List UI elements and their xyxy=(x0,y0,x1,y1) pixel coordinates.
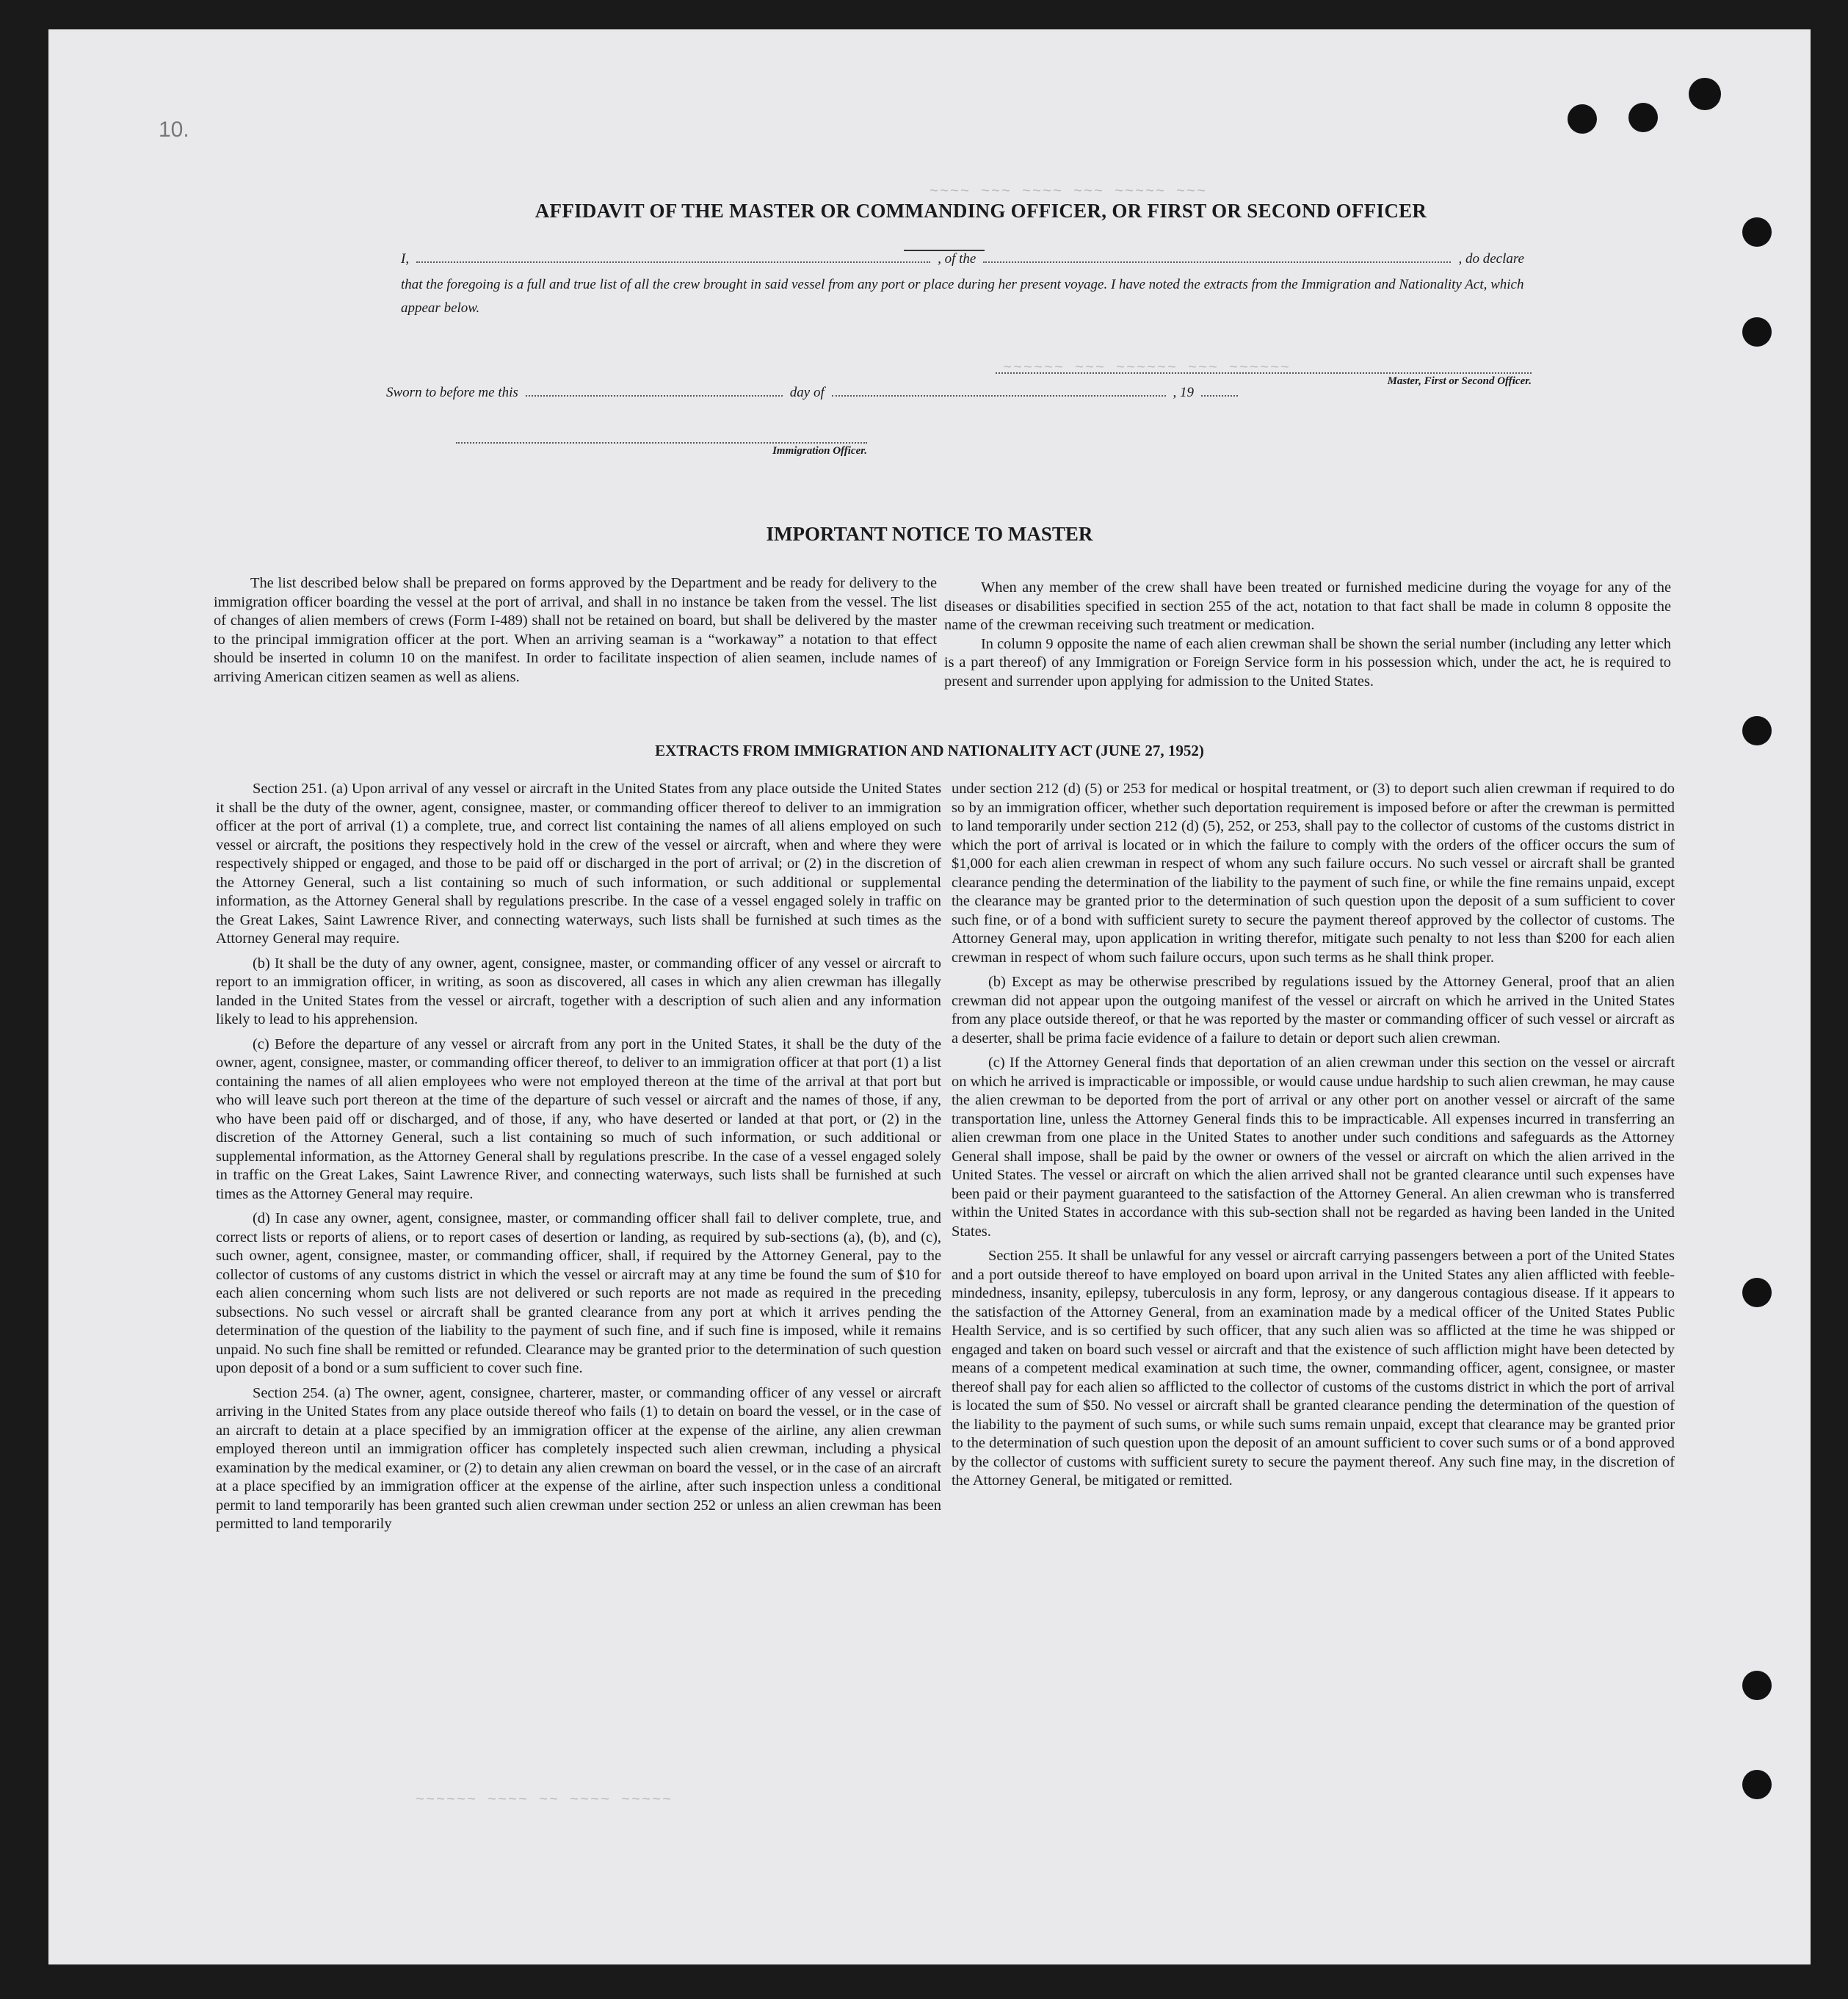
declaration-i: I, xyxy=(401,251,410,267)
section-251-b: (b) It shall be the duty of any owner, agent, consignee, master, or commanding officer of any vessel or aircraft to report to an immigration officer, in writing, as soon as discovered, all cases in which any alien crewman has illegally landed in the United States from the vessel or aircraft, together with a description of such alien and any information likely to lead to his apprehension. xyxy=(216,955,941,1027)
section-254-a: Section 254. (a) The owner, agent, consignee, charterer, master, or commanding officer of any vessel or aircraft arriving in the United States from any place outside thereof who fails (1) to detain on board the vessel, or in the case of an aircraft to detain at a place specified by an immigration officer at the expense of the airline, any alien crewman employed thereon until an immigration officer has completely inspected such alien crewman, including a physical examination by the medical examiner, or (2) to detain any alien crewman on board the vessel, or in the case of an aircraft at a place specified by an immigration officer at the expense of the airline, after such inspection unless a conditional permit to land temporarily has been granted such alien crewman under section 252 or unless an alien crewman has been permitted to land temporarily xyxy=(216,1384,941,1532)
binder-hole xyxy=(1568,104,1597,134)
year-blank[interactable] xyxy=(1201,383,1238,397)
declaration-block xyxy=(401,250,1524,320)
section-254-a-continued: under section 212 (d) (5) or 253 for medical or hospital treatment, or (3) to deport such alien crewman if required to do so by an immigration officer, whether such deportation requirement is imposed before or after the crewman is permitted to land temporarily under section 212 (d) (5), 252, or 253, shall pay to the collector of customs of the customs district in which the port of arrival is located or in which the failure to comply with the orders of the officer occurs the sum of $1,000 for each alien crewman in respect of whom any such failure occurs. No such vessel or aircraft shall be granted clearance pending the determination of the liability to the payment of such fine, or while the fine remains unpaid, except the clearance may be granted prior to the determination of such question upon the deposit of a sum sufficient to cover such fine, or of a bond with sufficient surety to secure the payment thereof approved by the collector of customs. The Attorney General may, upon application in writing therefor, mitigate such penalty to not less than $200 for each alien crewman in respect of whom such failure occurs, upon such terms as he shall think proper. xyxy=(952,781,1675,966)
master-caption: Master, First or Second Officer. xyxy=(1387,375,1532,387)
section-251-d: (d) In case any owner, agent, consignee, master, or commanding officer shall fail to deliver complete, true, and correct lists or reports of aliens, or to report cases of desertion or landing, as required by sub-sections (a), (b), and (c), such owner, agent, consignee, master, or commanding officer, shall, if required by the Attorney General, pay to the collector of customs of any customs district in which the vessel or aircraft may at any time be found the sum of $10 for each alien concerning whom such lists are not delivered or such reports are not made as required in the preceding subsections. No such vessel or aircraft shall be granted clearance from any port at which it arrives pending the determination of the question of the liability to the payment of such fine, and if such fine is imposed, while it remains unpaid. No such fine shall be remitted or refunded. Clearance may be granted prior to the determination of such question upon deposit of a bond or a sum sufficient to cover such fine. xyxy=(216,1210,941,1376)
declaration-do-declare: , do declare xyxy=(1458,251,1524,267)
notice-title: IMPORTANT NOTICE TO MASTER xyxy=(766,523,1093,545)
section-251-c: (c) Before the departure of any vessel or aircraft from any port in the United States, it shall be the duty of the owner, agent, consignee, master, or commanding officer thereof, to deliver to an immigration officer at that port (1) a list containing the names of all alien employees who were not employed thereon at the time of the arrival at that port but who will leave such port thereon at the time of the departure of such vessel or aircraft and the names of those, if any, who have been paid off or discharged, and of those, if any, who have deserted or landed at that port, or (2) in the discretion of the Attorney General, such a list containing so much of such information, or such additional or supplemental information, as the Attorney General shall by regulations prescribe. In the case of a vessel engaged solely in traffic on the Great Lakes, Saint Lawrence River, and connecting waterways, such lists shall be furnished at such times as the Attorney General may require. xyxy=(216,1035,941,1202)
notice-left-paragraph: The list described below shall be prepared on forms approved by the Department and be ready for delivery to the immigration officer boarding the vessel at the port of arrival, and shall in no instance be taken from the vessel. The list of changes of alien members of crews (Form I-489) shall not be retained on board, but shall be delivered by the master to the principal immigration officer at the port. When an arriving seaman is a “workaway” a notation to that effect should be inserted in column 10 on the manifest. In order to facilitate inspection of alien seamen, include names of arriving American citizen seamen as well as aliens. xyxy=(214,575,937,685)
binder-hole xyxy=(1628,103,1658,132)
sworn-line xyxy=(386,383,1238,401)
binder-hole xyxy=(1742,1671,1772,1700)
binder-hole xyxy=(1689,78,1721,110)
officer-signature-line[interactable] xyxy=(456,432,867,444)
extracts-title: EXTRACTS FROM IMMIGRATION AND NATIONALITY ACT (JUNE 27, 1952) xyxy=(655,742,1204,759)
notice-left-column xyxy=(214,574,937,693)
declaration-body: that the foregoing is a full and true list of all the crew brought in said vessel from any port or place during her present voyage. I have noted the extracts from the Immigration and Nationality Act, which appear below. xyxy=(401,277,1524,316)
binder-hole xyxy=(1742,1770,1772,1799)
affidavit-title: AFFIDAVIT OF THE MASTER OR COMMANDING OFFICER, OR FIRST OR SECOND OFFICER xyxy=(535,200,1427,222)
notice-right-paragraph-2: In column 9 opposite the name of each alien crewman shall be shown the serial number (including any letter which is a part thereof) of any Immigration or Foreign Service form in his possession which, under the act, he is required to present and surrender upon applying for admission to the United States. xyxy=(944,635,1671,690)
notice-right-column xyxy=(944,579,1671,697)
binder-hole xyxy=(1742,217,1772,247)
show-through-text: ~~~~~~ ~~~~ ~~ ~~~~ ~~~~~ xyxy=(416,1792,673,1809)
sworn-date-blank[interactable] xyxy=(526,383,783,397)
section-254-c: (c) If the Attorney General finds that deportation of an alien crewman under this section on the vessel or aircraft on which he arrived is impracticable or impossible, or would cause undue hardship to such alien crewman, he may cause the alien crewman to be deported from the port of arrival or any other port on another vessel or aircraft of the same transportation line, unless the Attorney General finds this to be impracticable. All expenses incurred in transferring an alien crewman from one place in the United States to another under such conditions and safeguards as the Attorney General shall impose, shall be paid by the owner or owners of the vessel or aircraft on which the alien arrived in the United States. The vessel or aircraft on which the alien arrived shall not be granted clearance until such expenses have been paid or their payment guaranteed to the satisfaction of the Attorney General. An alien crewman who is transferred within the United States in accordance with this sub-section shall not be regarded as having been landed in the United States. xyxy=(952,1055,1675,1240)
extracts-left-column xyxy=(216,780,941,1540)
day-of-text: day of xyxy=(789,385,825,400)
binder-hole xyxy=(1742,317,1772,347)
section-255: Section 255. It shall be unlawful for any vessel or aircraft carrying passengers between a port of the United States and a port outside thereof to have employed on board upon arrival in the United States any alien afflicted with feeble-mindedness, insanity, epilepsy, tuberculosis in any form, leprosy, or any dangerous contagious disease. If it appears to the satisfaction of the Attorney General, from an examination made by a medical officer of the United States Public Health Service, and is so certified by such officer, that any such alien was so afflicted at the time he was shipped or engaged and taken on board such vessel or aircraft and that the existence of such affliction might have been detected by means of a competent medical examination at such time, the owner, commanding officer, agent, consignee, or master thereof shall pay for each alien so afflicted to the collector of customs of the customs district in which the port of arrival is located the sum of $50. No vessel or aircraft shall be granted clearance pending the determination of the question of the liability to the payment of such sums, or while such sums remain unpaid, except that clearance may be granted prior to the determination of such question upon the deposit of an amount sufficient to cover such sums or of a bond approved by the collector of customs with sufficient surety to secure the payment thereof. Any such fine may, in the discretion of the Attorney General, be mitigated or remitted. xyxy=(952,1248,1675,1489)
master-signature-line[interactable] xyxy=(996,362,1532,374)
vessel-blank[interactable] xyxy=(983,250,1451,263)
extracts-right-column xyxy=(952,780,1675,1497)
officer-caption: Immigration Officer. xyxy=(772,445,867,457)
officer-signature xyxy=(456,432,867,458)
binder-hole xyxy=(1742,1278,1772,1307)
notice-right-paragraph-1: When any member of the crew shall have been treated or furnished medicine during the voyage for any of the diseases or disabilities specified in section 255 of the act, notation to that fact shall be made in column 8 opposite the name of the crewman receiving such treatment or medication. xyxy=(944,579,1671,633)
show-through-text: ~~~~~~ ~~~ ~~~~~~ ~~~ ~~~~~~ xyxy=(1003,360,1291,377)
section-251-a: Section 251. (a) Upon arrival of any vessel or aircraft in the United States from any place outside the United States it shall be the duty of the owner, agent, consignee, master, or commanding officer thereof to deliver to an immigration officer at the port of arrival (1) a complete, true, and correct list containing the names of all aliens employed on such vessel or aircraft, the positions they respectively hold in the crew of the vessel or aircraft, when and where they were respectively shipped or engaged, and those to be paid off or discharged in the port of arrival; or (2) in the discretion of the Attorney General, such a list containing so much of such information, or such additional or supplemental information, as the Attorney General shall by regulations prescribe. In the case of a vessel engaged solely in traffic on the Great Lakes, Saint Lawrence River, and connecting waterways, such lists shall be furnished at such times as the Attorney General may require. xyxy=(216,781,941,947)
binder-hole xyxy=(1742,716,1772,745)
show-through-text: ~~~~ ~~~ ~~~~ ~~~ ~~~~~ ~~~ xyxy=(930,184,1208,200)
declaration-of-the: , of the xyxy=(938,251,976,267)
month-blank[interactable] xyxy=(832,383,1166,397)
margin-page-mark: 10. xyxy=(159,118,189,142)
document-page xyxy=(48,29,1811,1964)
name-blank[interactable] xyxy=(416,250,930,263)
section-254-b: (b) Except as may be otherwise prescribed by regulations issued by the Attorney General, proof that an alien crewman did not appear upon the outgoing manifest of the vessel or aircraft on which he arrived in the United States from any place outside thereof, or that he was reported by the master or commanding officer of such vessel or aircraft as a deserter, shall be prima facie evidence of a failure to detain or deport such alien crewman. xyxy=(952,974,1675,1047)
sworn-text: Sworn to before me this xyxy=(386,385,518,400)
year-prefix: , 19 xyxy=(1173,385,1194,400)
